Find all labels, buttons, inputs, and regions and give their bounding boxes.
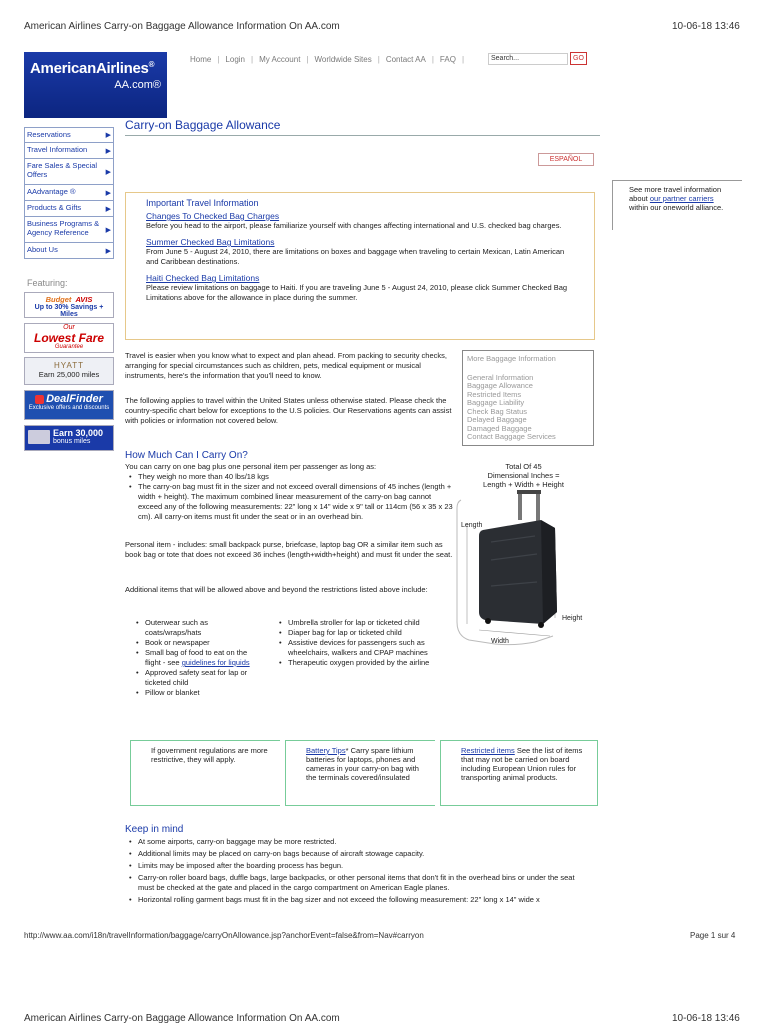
- more-baggage-contact-link[interactable]: Contact Baggage Services: [467, 432, 556, 441]
- list-item: • Pillow or blanket: [135, 688, 255, 698]
- espanol-button[interactable]: ESPAÑOL: [538, 153, 594, 166]
- promo-hyatt-logo: HYATT: [53, 361, 85, 370]
- liquids-guidelines-link[interactable]: guidelines for liquids: [181, 658, 250, 667]
- chevron-right-icon: ▶: [105, 205, 111, 213]
- changes-checked-bag-text: Before you head to the airport, please familiarize yourself with changes affecting international and U.S. checked bag charges.: [146, 221, 562, 230]
- sidebar-item-business-programs[interactable]: [24, 217, 114, 243]
- partner-carriers-link[interactable]: our partner carriers: [649, 194, 714, 203]
- restricted-items-text: See the list of items that may not be carried on board including European Union rules for transporting animal products.: [461, 746, 583, 782]
- haiti-checked-bag-text: Please review limitations on baggage to Haiti. If you are traveling June 5 - August 24, 2010, please click Summer Checked Bag Limitations above for the allowance in place during the summer.: [146, 283, 568, 302]
- figure-height-label: Height: [562, 615, 583, 622]
- list-item: • Limits may be imposed after the boarding process has begun.: [128, 861, 590, 871]
- partner-carriers-note: [612, 180, 742, 230]
- promo-budget-avis[interactable]: [24, 292, 114, 318]
- print-header-title: American Airlines Carry-on Baggage Allowance Information On AA.com: [24, 21, 340, 32]
- list-item: [135, 648, 255, 668]
- battery-tips-callout: [285, 740, 435, 806]
- page-title: Carry-on Baggage Allowance: [125, 118, 600, 136]
- more-baggage-damaged-link[interactable]: Damaged Baggage: [467, 423, 532, 433]
- carry-on-heading: How Much Can I Carry On?: [125, 450, 248, 461]
- figure-length-label: Length: [461, 522, 483, 529]
- battery-tips-link[interactable]: Battery Tips: [306, 746, 346, 755]
- suitcase-icon: [455, 490, 592, 650]
- chevron-right-icon: ▶: [105, 189, 111, 197]
- promo-dealfinder-title: DealFinder: [46, 393, 103, 405]
- print-header-2-title: American Airlines Carry-on Baggage Allowance Information On AA.com: [24, 1013, 340, 1024]
- print-header-timestamp: 10-06-18 13:46: [672, 21, 740, 32]
- restricted-items-link[interactable]: Restricted items: [461, 746, 515, 755]
- sidebar-nav: [24, 127, 114, 259]
- list-item: • Assistive devices for passengers such as wheelchairs, walkers and CPAP machines: [278, 638, 443, 658]
- logo-subtext: AA.com®: [114, 79, 161, 91]
- list-item: • They weigh no more than 40 lbs/18 kgs: [128, 472, 453, 482]
- print-header-2-timestamp: 10-06-18 13:46: [672, 1013, 740, 1024]
- nav-home-link[interactable]: Home: [190, 55, 212, 64]
- summer-checked-bag-text: From June 5 - August 24, 2010, there are limitations on boxes and baggage when traveling to certain Mexican, Latin American and Caribbean destinations.: [146, 247, 565, 266]
- promo-dealfinder[interactable]: [24, 390, 114, 420]
- sidebar-item-about-us[interactable]: [24, 243, 114, 259]
- carry-on-rules-list: [128, 472, 453, 522]
- more-baggage-delayed-link[interactable]: Delayed Baggage: [467, 415, 527, 424]
- list-item: • Umbrella stroller for lap or ticketed child: [278, 618, 443, 628]
- restricted-items-callout: [440, 740, 598, 806]
- nav-faq-link[interactable]: FAQ: [439, 55, 456, 64]
- promo-earn-miles[interactable]: [24, 425, 114, 451]
- more-baggage-allowance-link[interactable]: Baggage Allowance: [467, 381, 533, 390]
- food-item-text: Small bag of food to eat on the flight - see: [145, 648, 248, 667]
- sidebar-item-reservations[interactable]: [24, 127, 114, 143]
- sidebar-item-label: About Us: [27, 245, 58, 254]
- list-item: • The carry-on bag must fit in the sizer and not exceed overall dimensions of 45 inches (length + width + height). The maximum combined linear measurement of the carry-on bag cannot exceed any of the following measurements: 22" long x 14" wide x 9" tall or 114cm (56 x 35 x 23 cm). All carry-on items must fit under the seat or in an overhead bin.: [128, 482, 453, 522]
- sidebar-item-label: Travel Information: [27, 145, 88, 154]
- promo-lowest-guarantee: Guarantee: [54, 344, 84, 350]
- changes-checked-bag-link[interactable]: Changes To Checked Bag Charges: [146, 211, 280, 221]
- list-item: • Book or newspaper: [135, 638, 255, 648]
- nav-worldwide-sites-link[interactable]: Worldwide Sites: [314, 55, 372, 64]
- personal-item-text: Personal item - includes: small backpack purse, briefcase, laptop bag OR a similar item such as book bag or tote that does not exceed 36 inches (length+width+height) and must fit under the seat.: [125, 540, 453, 559]
- carry-on-lead: You can carry on one bag plus one personal item per passenger as long as:: [125, 462, 377, 471]
- intro-paragraph-1: Travel is easier when you know what to expect and plan ahead. From packing to security checks, arranging for special circumstances such as children, pets, medical equipment or musical instruments, here's the information that you'll need to know.: [125, 351, 447, 380]
- more-baggage-info-box: [462, 350, 594, 446]
- list-item: • Horizontal rolling garment bags must fit in the bag sizer and not exceed the following measurement: 22" long x 14" wide x: [128, 895, 590, 905]
- chevron-right-icon: ▶: [105, 132, 111, 139]
- sidebar-item-label: Business Programs & Agency Reference: [27, 219, 100, 237]
- promo-budget-text: Budget: [45, 295, 72, 304]
- promo-earn-caption: bonus miles: [53, 438, 91, 445]
- nav-login-link[interactable]: Login: [225, 55, 245, 64]
- sidebar-item-aadvantage[interactable]: [24, 185, 114, 201]
- promo-lowest-fare[interactable]: [24, 323, 114, 353]
- government-regulations-callout: If government regulations are more restrictive, they will apply.: [130, 740, 280, 806]
- figure-total-line2: Dimensional Inches =: [487, 471, 560, 480]
- more-baggage-liability-link[interactable]: Baggage Liability: [467, 398, 525, 407]
- logo-registered-mark: ®: [148, 60, 155, 69]
- print-footer-page: Page 1 sur 4: [690, 931, 736, 940]
- logo-text: AmericanAirlines: [30, 60, 149, 77]
- important-info-heading: Important Travel Information: [146, 198, 259, 208]
- promo-lowest-our: Our: [63, 324, 75, 331]
- more-baggage-general-link[interactable]: General Information: [467, 372, 534, 382]
- promo-budget-caption: Up to 30% Savings + Miles: [34, 304, 104, 318]
- promo-earn-title: Earn 30,000: [53, 428, 104, 438]
- more-baggage-heading: More Baggage Information: [467, 354, 556, 363]
- sidebar-item-label: Fare Sales & Special Offers: [27, 161, 98, 179]
- summer-checked-bag-link[interactable]: Summer Checked Bag Limitations: [146, 237, 275, 247]
- figure-total-line3: Length + Width + Height: [483, 480, 564, 489]
- nav-my-account-link[interactable]: My Account: [259, 55, 301, 64]
- search-go-button[interactable]: GO: [570, 52, 587, 65]
- tag-icon: [35, 395, 44, 404]
- promo-hyatt[interactable]: [24, 357, 114, 385]
- additional-items-list-2: [278, 618, 443, 668]
- featuring-label: Featuring:: [27, 278, 68, 288]
- chevron-right-icon: ▶: [105, 168, 111, 176]
- promo-lowest-title: Lowest Fare: [33, 331, 105, 345]
- sidebar-item-label: Reservations: [27, 130, 71, 139]
- partner-note-pre: See more travel information about: [629, 185, 722, 203]
- sidebar-item-label: AAdvantage ®: [27, 187, 76, 196]
- more-baggage-restricted-link[interactable]: Restricted Items: [467, 389, 522, 399]
- sidebar-item-travel-information[interactable]: [24, 143, 114, 159]
- american-airlines-logo[interactable]: [24, 52, 167, 118]
- promo-avis-text: AVIS: [75, 295, 93, 304]
- intro-paragraph-2: The following applies to travel within the United States unless otherwise stated. Please check the country-specific chart below for exceptions to the U.S policies. Our Reservations agents can assist with policies or information not covered below.: [125, 396, 452, 425]
- additional-items-text: Additional items that will be allowed above and beyond the restrictions listed above include:: [125, 585, 428, 594]
- partner-note-post: within our oneworld alliance.: [629, 203, 724, 212]
- top-navigation: Home | Login | My Account | Worldwide Sites | Contact AA | FAQ |: [190, 55, 465, 64]
- more-baggage-status-link[interactable]: Check Bag Status: [467, 406, 528, 416]
- search-input[interactable]: Search...: [488, 53, 568, 65]
- important-travel-info-box: [125, 192, 595, 340]
- haiti-checked-bag-link[interactable]: Haiti Checked Bag Limitations: [146, 273, 260, 283]
- list-item: • Carry-on roller board bags, duffle bags, large backpacks, or other personal items that don't fit in the overhead bins or under the seat must be checked at the gate and placed in the cargo compartment on American Eagle planes.: [128, 873, 590, 893]
- sidebar-item-label: Products & Gifts: [27, 203, 82, 212]
- figure-width-label: Width: [491, 638, 509, 645]
- bag-dimensions-figure: [455, 462, 592, 650]
- promo-dealfinder-caption: Exclusive offers and discounts: [28, 405, 110, 411]
- keep-in-mind-heading: Keep in mind: [125, 824, 184, 835]
- list-item: • At some airports, carry-on baggage may be more restricted.: [128, 837, 590, 847]
- additional-items-list-1: [135, 618, 255, 698]
- sidebar-item-products-gifts[interactable]: [24, 201, 114, 217]
- list-item: • Additional limits may be placed on carry-on bags because of aircraft stowage capacity.: [128, 849, 590, 859]
- chevron-right-icon: ▶: [105, 226, 111, 234]
- chevron-right-icon: ▶: [105, 147, 111, 155]
- credit-card-icon: [28, 430, 50, 444]
- sidebar-item-fare-sales[interactable]: [24, 159, 114, 185]
- battery-tips-text: * Carry spare lithium batteries for laptops, phones and cameras in your carry-on bag with the terminals covered/insulated: [306, 746, 419, 782]
- chevron-right-icon: ▶: [105, 247, 111, 255]
- keep-in-mind-list: [128, 837, 590, 905]
- list-item: • Outerwear such as coats/wraps/hats: [135, 618, 255, 638]
- print-footer-url: http://www.aa.com/i18n/travelInformation/baggage/carryOnAllowance.jsp?anchorEvent=false&from=Nav#carryon: [24, 931, 424, 940]
- promo-hyatt-caption: Earn 25,000 miles: [38, 370, 100, 379]
- list-item: • Therapeutic oxygen provided by the airline: [278, 658, 443, 668]
- list-item: • Diaper bag for lap or ticketed child: [278, 628, 443, 638]
- figure-total-line1: Total Of 45: [505, 462, 542, 471]
- nav-contact-aa-link[interactable]: Contact AA: [385, 55, 426, 64]
- list-item: • Approved safety seat for lap or ticketed child: [135, 668, 255, 688]
